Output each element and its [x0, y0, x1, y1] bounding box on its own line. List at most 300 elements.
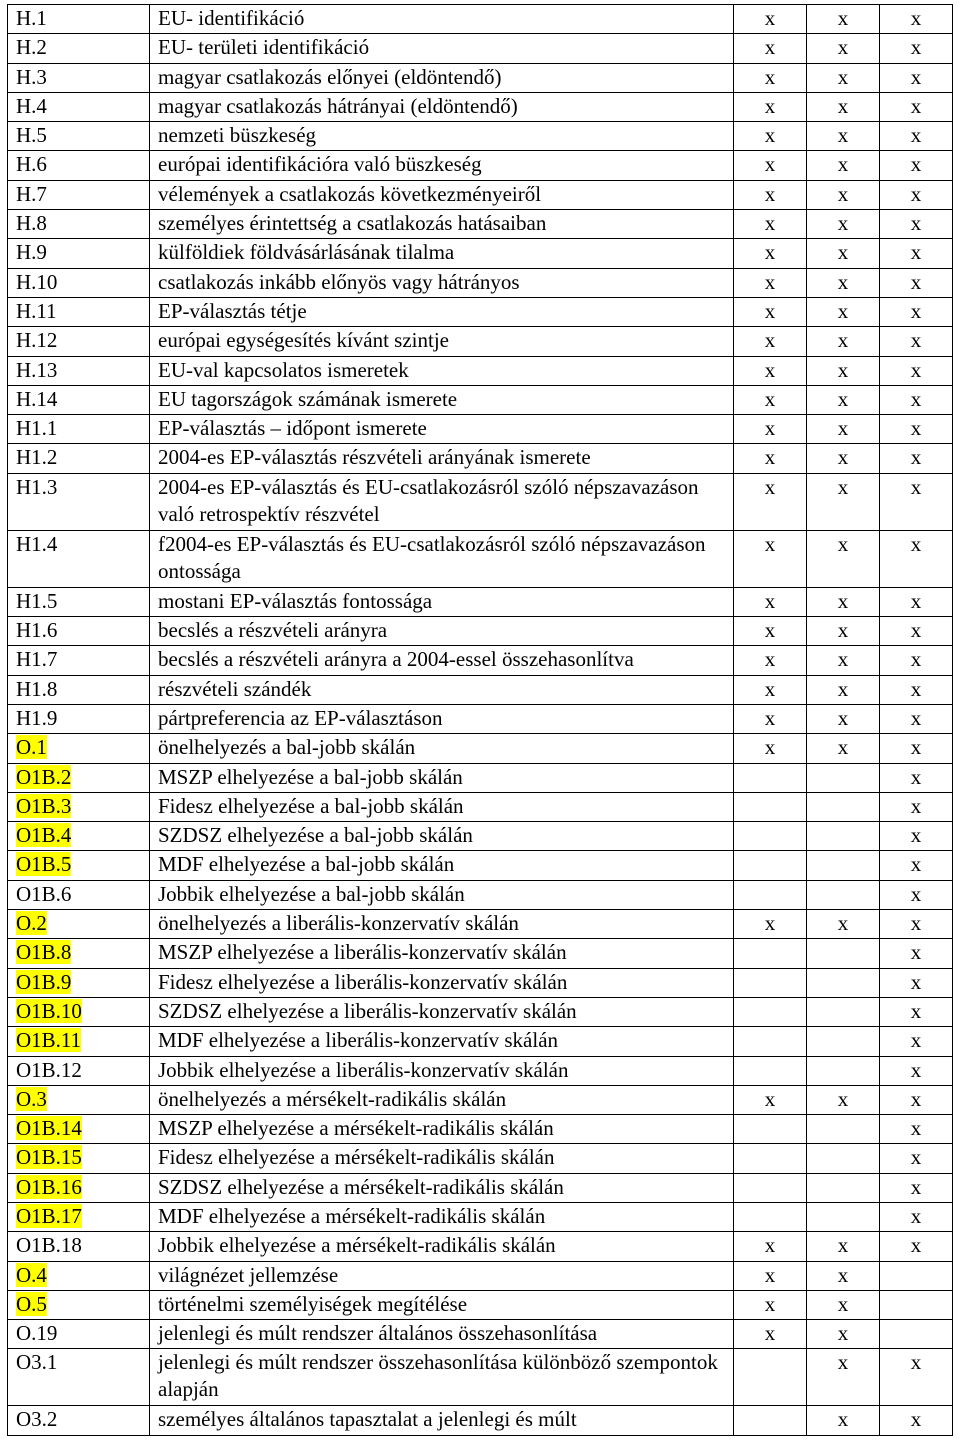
row-code-cell: [8, 1056, 150, 1085]
row-description: történelmi személyiségek megítélése: [150, 1290, 734, 1319]
mark-cell-3: x: [880, 1144, 953, 1173]
row-description: EU- területi identifikáció: [150, 34, 734, 63]
mark-cell-1: [734, 851, 807, 880]
table-row: [8, 1144, 953, 1173]
row-code-cell: [8, 1144, 150, 1173]
table-row: [8, 792, 953, 821]
mark-cell-1: x: [734, 180, 807, 209]
mark-cell-1: [734, 939, 807, 968]
mark-cell-1: x: [734, 675, 807, 704]
mark-cell-3: x: [880, 792, 953, 821]
row-code: O.5: [16, 1291, 47, 1316]
mark-cell-2: x: [807, 327, 880, 356]
row-code-cell: [8, 734, 150, 763]
row-code-cell: [8, 297, 150, 326]
row-code: H.13: [16, 357, 58, 382]
mark-cell-2: x: [807, 1290, 880, 1319]
mark-cell-2: x: [807, 587, 880, 616]
row-code: H1.6: [16, 618, 58, 643]
mark-cell-2: x: [807, 92, 880, 121]
mark-cell-3: x: [880, 675, 953, 704]
mark-cell-2: x: [807, 734, 880, 763]
mark-cell-2: x: [807, 210, 880, 239]
row-code: H1.4: [16, 531, 58, 556]
mark-cell-3: x: [880, 210, 953, 239]
row-code: H1.9: [16, 705, 58, 730]
row-code-cell: [8, 880, 150, 909]
mark-cell-2: [807, 1202, 880, 1231]
row-description: EU-val kapcsolatos ismeretek: [150, 356, 734, 385]
row-code: O1B.5: [16, 852, 72, 877]
table-row: [8, 1406, 953, 1435]
mark-cell-3: x: [880, 1115, 953, 1144]
row-description: SZDSZ elhelyezése a bal-jobb skálán: [150, 822, 734, 851]
mark-cell-3: x: [880, 122, 953, 151]
mark-cell-1: x: [734, 646, 807, 675]
row-code-cell: [8, 268, 150, 297]
mark-cell-1: x: [734, 327, 807, 356]
table-row: [8, 1085, 953, 1114]
mark-cell-2: [807, 968, 880, 997]
row-code: O.3: [16, 1086, 47, 1111]
mark-cell-3: x: [880, 910, 953, 939]
table-row: [8, 1349, 953, 1406]
mark-cell-1: x: [734, 910, 807, 939]
row-code: O3.2: [16, 1407, 58, 1432]
row-description: becslés a részvételi arányra a 2004-essel összehasonlítva: [150, 646, 734, 675]
row-code-cell: [8, 1261, 150, 1290]
mark-cell-3: x: [880, 530, 953, 587]
table-row: [8, 939, 953, 968]
mark-cell-1: [734, 1173, 807, 1202]
row-code: H1.1: [16, 416, 58, 441]
mark-cell-3: x: [880, 180, 953, 209]
row-code: O.4: [16, 1262, 47, 1287]
mark-cell-1: [734, 763, 807, 792]
row-code: H.12: [16, 328, 58, 353]
mark-cell-2: x: [807, 1406, 880, 1435]
mark-cell-2: [807, 792, 880, 821]
row-code-cell: [8, 1406, 150, 1435]
mark-cell-2: [807, 880, 880, 909]
row-code: H.7: [16, 181, 47, 206]
row-code-cell: [8, 704, 150, 733]
row-description: MSZP elhelyezése a liberális-konzervatív skálán: [150, 939, 734, 968]
row-code: O1B.9: [16, 969, 72, 994]
row-code: H.3: [16, 64, 47, 89]
mark-cell-3: x: [880, 63, 953, 92]
row-code: O1B.11: [16, 1028, 82, 1053]
mark-cell-2: [807, 1115, 880, 1144]
row-description: EU tagországok számának ismerete: [150, 385, 734, 414]
row-code-cell: [8, 210, 150, 239]
row-description: részvételi szándék: [150, 675, 734, 704]
row-description: SZDSZ elhelyezése a mérsékelt-radikális skálán: [150, 1173, 734, 1202]
row-description: világnézet jellemzése: [150, 1261, 734, 1290]
table-row: [8, 968, 953, 997]
mark-cell-2: [807, 997, 880, 1026]
mark-cell-2: x: [807, 1320, 880, 1349]
mark-cell-1: x: [734, 63, 807, 92]
row-code: O1B.14: [16, 1116, 82, 1141]
row-description: EU- identifikáció: [150, 5, 734, 34]
table-row: [8, 587, 953, 616]
table-row: [8, 617, 953, 646]
row-code-cell: [8, 356, 150, 385]
row-description: magyar csatlakozás hátrányai (eldöntendő): [150, 92, 734, 121]
mark-cell-3: x: [880, 1056, 953, 1085]
row-code: O.1: [16, 735, 47, 760]
table-row: [8, 1173, 953, 1202]
row-description: önelhelyezés a mérsékelt-radikális skálán: [150, 1085, 734, 1114]
row-code: H1.2: [16, 445, 58, 470]
mark-cell-3: x: [880, 1173, 953, 1202]
mark-cell-3: x: [880, 239, 953, 268]
mark-cell-1: x: [734, 122, 807, 151]
table-row: [8, 180, 953, 209]
row-description: jelenlegi és múlt rendszer összehasonlítása különböző szempontok alapján: [150, 1349, 734, 1406]
row-code: H1.7: [16, 647, 58, 672]
table-row: [8, 734, 953, 763]
mark-cell-1: x: [734, 297, 807, 326]
table-row: [8, 63, 953, 92]
table-row: [8, 92, 953, 121]
row-code-cell: [8, 327, 150, 356]
row-code-cell: [8, 444, 150, 473]
mark-cell-3: x: [880, 1027, 953, 1056]
mark-cell-2: x: [807, 268, 880, 297]
row-code-cell: [8, 122, 150, 151]
row-code-cell: [8, 617, 150, 646]
mark-cell-3: x: [880, 822, 953, 851]
mark-cell-2: x: [807, 1261, 880, 1290]
mark-cell-2: x: [807, 63, 880, 92]
mark-cell-3: x: [880, 880, 953, 909]
row-description: személyes általános tapasztalat a jelenlegi és múlt: [150, 1406, 734, 1435]
row-description: MDF elhelyezése a mérsékelt-radikális skálán: [150, 1202, 734, 1231]
mark-cell-3: x: [880, 1085, 953, 1114]
table-row: [8, 415, 953, 444]
row-code-cell: [8, 1173, 150, 1202]
mark-cell-1: [734, 1056, 807, 1085]
row-code: O1B.2: [16, 764, 72, 789]
mark-cell-2: x: [807, 180, 880, 209]
row-code: H.4: [16, 93, 47, 118]
table-row: [8, 530, 953, 587]
mark-cell-3: x: [880, 997, 953, 1026]
row-code-cell: [8, 646, 150, 675]
row-description: MDF elhelyezése a liberális-konzervatív skálán: [150, 1027, 734, 1056]
mark-cell-3: x: [880, 587, 953, 616]
mark-cell-3: x: [880, 356, 953, 385]
mark-cell-1: x: [734, 1232, 807, 1261]
row-description: pártpreferencia az EP-választáson: [150, 704, 734, 733]
row-code-cell: [8, 1320, 150, 1349]
row-description: MSZP elhelyezése a mérsékelt-radikális skálán: [150, 1115, 734, 1144]
table-body: [8, 5, 953, 1436]
row-code-cell: [8, 910, 150, 939]
row-code: O1B.18: [16, 1233, 82, 1258]
mark-cell-3: x: [880, 268, 953, 297]
row-code: O1B.10: [16, 998, 82, 1023]
row-code: H.9: [16, 240, 47, 265]
row-code-cell: [8, 530, 150, 587]
mark-cell-1: x: [734, 704, 807, 733]
mark-cell-2: [807, 1173, 880, 1202]
table-row: [8, 122, 953, 151]
table-row: [8, 851, 953, 880]
mark-cell-1: x: [734, 530, 807, 587]
mark-cell-3: x: [880, 34, 953, 63]
mark-cell-1: x: [734, 587, 807, 616]
mark-cell-1: x: [734, 1261, 807, 1290]
row-code-cell: [8, 1085, 150, 1114]
mark-cell-3: x: [880, 734, 953, 763]
row-description: személyes érintettség a csatlakozás hatásaiban: [150, 210, 734, 239]
mark-cell-3: x: [880, 1406, 953, 1435]
row-description: MDF elhelyezése a bal-jobb skálán: [150, 851, 734, 880]
variable-table: [7, 4, 953, 1436]
row-description: mostani EP-választás fontossága: [150, 587, 734, 616]
row-code-cell: [8, 5, 150, 34]
mark-cell-1: [734, 1406, 807, 1435]
table-row: [8, 356, 953, 385]
row-code-cell: [8, 1027, 150, 1056]
row-code: H.2: [16, 35, 47, 60]
row-description: önelhelyezés a liberális-konzervatív skálán: [150, 910, 734, 939]
row-description: MSZP elhelyezése a bal-jobb skálán: [150, 763, 734, 792]
row-code-cell: [8, 1202, 150, 1231]
row-description: Fidesz elhelyezése a bal-jobb skálán: [150, 792, 734, 821]
row-code: O1B.17: [16, 1203, 82, 1228]
row-code-cell: [8, 473, 150, 530]
mark-cell-3: x: [880, 617, 953, 646]
mark-cell-2: x: [807, 617, 880, 646]
mark-cell-2: x: [807, 239, 880, 268]
row-code: H.14: [16, 386, 58, 411]
mark-cell-1: x: [734, 1085, 807, 1114]
row-code: O1B.4: [16, 823, 72, 848]
mark-cell-1: x: [734, 473, 807, 530]
row-code: O1B.8: [16, 940, 72, 965]
row-description: jelenlegi és múlt rendszer általános összehasonlítása: [150, 1320, 734, 1349]
row-description: nemzeti büszkeség: [150, 122, 734, 151]
row-description: európai egységesítés kívánt szintje: [150, 327, 734, 356]
mark-cell-3: x: [880, 444, 953, 473]
row-description: önelhelyezés a bal-jobb skálán: [150, 734, 734, 763]
row-code: O1B.15: [16, 1145, 82, 1170]
mark-cell-2: x: [807, 34, 880, 63]
mark-cell-1: x: [734, 1320, 807, 1349]
table-row: [8, 675, 953, 704]
table-row: [8, 444, 953, 473]
row-code-cell: [8, 63, 150, 92]
mark-cell-3: x: [880, 297, 953, 326]
row-code-cell: [8, 92, 150, 121]
mark-cell-3: x: [880, 5, 953, 34]
mark-cell-2: [807, 939, 880, 968]
mark-cell-2: x: [807, 704, 880, 733]
table-row: [8, 151, 953, 180]
table-row: [8, 268, 953, 297]
table-row: [8, 646, 953, 675]
mark-cell-3: x: [880, 151, 953, 180]
mark-cell-1: x: [734, 239, 807, 268]
mark-cell-3: x: [880, 1349, 953, 1406]
row-description: f2004-es EP-választás és EU-csatlakozásról szóló népszavazáson ontossága: [150, 530, 734, 587]
mark-cell-1: x: [734, 415, 807, 444]
row-description: európai identifikációra való büszkeség: [150, 151, 734, 180]
mark-cell-1: [734, 822, 807, 851]
mark-cell-1: [734, 1349, 807, 1406]
mark-cell-3: x: [880, 1202, 953, 1231]
row-code: H.8: [16, 211, 47, 236]
row-code: H1.3: [16, 474, 58, 499]
table-row: [8, 910, 953, 939]
row-description: EP-választás tétje: [150, 297, 734, 326]
mark-cell-2: [807, 851, 880, 880]
row-code-cell: [8, 151, 150, 180]
row-description: becslés a részvételi arányra: [150, 617, 734, 646]
mark-cell-3: x: [880, 851, 953, 880]
mark-cell-2: x: [807, 646, 880, 675]
table-row: [8, 822, 953, 851]
mark-cell-2: [807, 1144, 880, 1173]
mark-cell-3: x: [880, 473, 953, 530]
mark-cell-2: x: [807, 297, 880, 326]
mark-cell-1: x: [734, 151, 807, 180]
table-row: [8, 1290, 953, 1319]
row-code-cell: [8, 968, 150, 997]
table-row: [8, 327, 953, 356]
table-row: [8, 704, 953, 733]
mark-cell-2: [807, 1027, 880, 1056]
mark-cell-2: [807, 822, 880, 851]
table-row: [8, 210, 953, 239]
table-row: [8, 1027, 953, 1056]
row-description: Jobbik elhelyezése a mérsékelt-radikális skálán: [150, 1232, 734, 1261]
row-code-cell: [8, 763, 150, 792]
mark-cell-1: x: [734, 617, 807, 646]
mark-cell-1: x: [734, 210, 807, 239]
mark-cell-3: x: [880, 385, 953, 414]
mark-cell-1: x: [734, 268, 807, 297]
row-code-cell: [8, 822, 150, 851]
table-row: [8, 34, 953, 63]
mark-cell-1: [734, 1202, 807, 1231]
mark-cell-1: x: [734, 385, 807, 414]
mark-cell-2: x: [807, 1232, 880, 1261]
mark-cell-2: x: [807, 675, 880, 704]
table-row: [8, 239, 953, 268]
mark-cell-1: [734, 1115, 807, 1144]
mark-cell-1: [734, 792, 807, 821]
mark-cell-1: x: [734, 34, 807, 63]
row-description: SZDSZ elhelyezése a liberális-konzervatív skálán: [150, 997, 734, 1026]
mark-cell-3: [880, 1290, 953, 1319]
table-row: [8, 1261, 953, 1290]
row-code-cell: [8, 1232, 150, 1261]
mark-cell-1: [734, 880, 807, 909]
row-code: H.10: [16, 269, 58, 294]
mark-cell-1: [734, 997, 807, 1026]
mark-cell-3: x: [880, 968, 953, 997]
mark-cell-1: x: [734, 734, 807, 763]
mark-cell-3: [880, 1320, 953, 1349]
mark-cell-3: x: [880, 327, 953, 356]
table-row: [8, 997, 953, 1026]
row-description: 2004-es EP-választás és EU-csatlakozásról szóló népszavazáson való retrospektív részvétel: [150, 473, 734, 530]
mark-cell-2: x: [807, 415, 880, 444]
mark-cell-1: x: [734, 356, 807, 385]
mark-cell-1: x: [734, 92, 807, 121]
row-code: O1B.12: [16, 1057, 82, 1082]
row-code-cell: [8, 1349, 150, 1406]
mark-cell-2: x: [807, 530, 880, 587]
row-description: 2004-es EP-választás részvételi arányának ismerete: [150, 444, 734, 473]
row-description: EP-választás – időpont ismerete: [150, 415, 734, 444]
table-row: [8, 473, 953, 530]
mark-cell-2: x: [807, 1349, 880, 1406]
table-row: [8, 1056, 953, 1085]
row-code: H.5: [16, 123, 47, 148]
row-code-cell: [8, 792, 150, 821]
mark-cell-3: x: [880, 415, 953, 444]
row-code-cell: [8, 1115, 150, 1144]
mark-cell-1: [734, 968, 807, 997]
table-row: [8, 1202, 953, 1231]
mark-cell-3: x: [880, 92, 953, 121]
mark-cell-1: [734, 1144, 807, 1173]
table-row: [8, 297, 953, 326]
mark-cell-3: x: [880, 939, 953, 968]
row-code-cell: [8, 180, 150, 209]
mark-cell-3: x: [880, 763, 953, 792]
row-description: Jobbik elhelyezése a bal-jobb skálán: [150, 880, 734, 909]
row-description: Fidesz elhelyezése a liberális-konzervatív skálán: [150, 968, 734, 997]
row-code-cell: [8, 1290, 150, 1319]
mark-cell-2: x: [807, 151, 880, 180]
mark-cell-2: x: [807, 356, 880, 385]
row-code: O1B.3: [16, 793, 72, 818]
table-row: [8, 1232, 953, 1261]
row-code: H1.5: [16, 588, 58, 613]
row-description: Fidesz elhelyezése a mérsékelt-radikális skálán: [150, 1144, 734, 1173]
table-row: [8, 880, 953, 909]
row-code: O1B.16: [16, 1174, 82, 1199]
mark-cell-2: x: [807, 122, 880, 151]
row-code: O.19: [16, 1321, 58, 1346]
mark-cell-2: [807, 1056, 880, 1085]
mark-cell-1: x: [734, 5, 807, 34]
mark-cell-2: x: [807, 1085, 880, 1114]
mark-cell-1: [734, 1027, 807, 1056]
row-code-cell: [8, 415, 150, 444]
row-code-cell: [8, 34, 150, 63]
mark-cell-2: x: [807, 910, 880, 939]
row-description: magyar csatlakozás előnyei (eldöntendő): [150, 63, 734, 92]
row-code: H.6: [16, 152, 47, 177]
row-code-cell: [8, 851, 150, 880]
row-code: H.1: [16, 6, 47, 30]
table-row: [8, 1320, 953, 1349]
mark-cell-1: x: [734, 444, 807, 473]
mark-cell-3: x: [880, 1232, 953, 1261]
row-code-cell: [8, 587, 150, 616]
row-code-cell: [8, 675, 150, 704]
mark-cell-2: x: [807, 385, 880, 414]
mark-cell-2: x: [807, 473, 880, 530]
